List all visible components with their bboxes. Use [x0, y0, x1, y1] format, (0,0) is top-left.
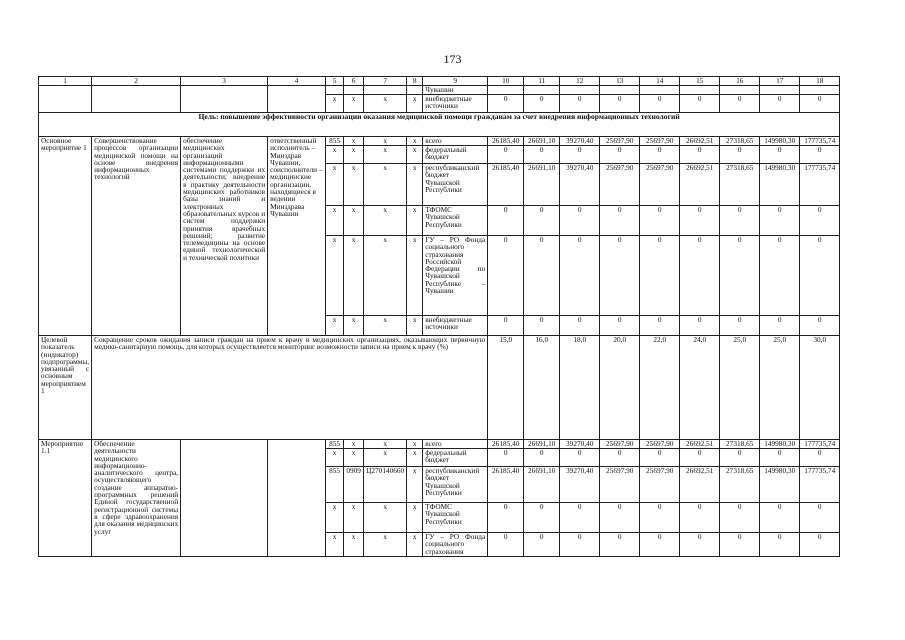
- value-cell: 0: [488, 236, 524, 316]
- code-cell: х: [364, 449, 407, 467]
- code-cell: х: [344, 164, 364, 206]
- value-cell: 0: [488, 146, 524, 164]
- value-cell: 0: [680, 206, 720, 236]
- value-cell: 0: [720, 236, 760, 316]
- value-cell: 0: [488, 206, 524, 236]
- code-cell: 855: [326, 440, 344, 449]
- value-cell: 39270,40: [560, 440, 600, 449]
- value-cell: 0: [524, 503, 560, 533]
- empty-cell: [560, 86, 600, 95]
- empty-cell: [364, 86, 407, 95]
- indicator-row: [39, 336, 840, 440]
- value-cell: 0: [524, 146, 560, 164]
- funding-source: федеральный бюджет: [423, 146, 488, 164]
- value-cell: 0: [600, 533, 640, 557]
- code-cell: х: [407, 533, 423, 557]
- value-cell: 0: [720, 316, 760, 336]
- empty-cell: [720, 86, 760, 95]
- column-number: 12: [560, 77, 600, 86]
- value-cell: 0: [640, 449, 680, 467]
- code-cell: 0909: [344, 467, 364, 503]
- value-cell: 26692,51: [680, 137, 720, 146]
- value-cell: 26185,40: [488, 467, 524, 503]
- value-cell: 25697,90: [640, 440, 680, 449]
- funding-source: всего: [423, 137, 488, 146]
- code-cell: 855: [326, 467, 344, 503]
- value-cell: 0: [800, 449, 840, 467]
- value-cell: 27318,65: [720, 164, 760, 206]
- value-cell: 0: [640, 95, 680, 113]
- event-label: Основное мероприятие 1: [39, 137, 92, 336]
- value-cell: 26691,10: [524, 164, 560, 206]
- value-cell: 0: [488, 449, 524, 467]
- value-cell: 26691,10: [524, 137, 560, 146]
- value-cell: 0: [760, 449, 800, 467]
- code-cell: x: [364, 95, 407, 113]
- column-number: 8: [407, 77, 423, 86]
- value-cell: 26692,51: [680, 467, 720, 503]
- code-cell: х: [344, 316, 364, 336]
- code-cell: х: [364, 206, 407, 236]
- code-cell: х: [326, 236, 344, 316]
- code-cell: х: [364, 316, 407, 336]
- value-cell: 27318,65: [720, 467, 760, 503]
- value-cell: 0: [720, 449, 760, 467]
- value-cell: 0: [488, 503, 524, 533]
- indicator-label: Целевой показатель (индикатор) подпрограммы, увязанный с основным мероприятием 1: [39, 336, 92, 440]
- value-cell: 27318,65: [720, 137, 760, 146]
- code-cell: х: [326, 533, 344, 557]
- value-cell: 0: [680, 316, 720, 336]
- value-cell: 25697,90: [640, 164, 680, 206]
- value-cell: 0: [800, 206, 840, 236]
- empty-cell: [181, 86, 268, 113]
- empty-cell: [344, 86, 364, 95]
- value-cell: 25697,90: [600, 440, 640, 449]
- indicator-value: 15,0: [488, 336, 524, 440]
- code-cell: х: [364, 236, 407, 316]
- goal-row: [39, 113, 840, 137]
- table-row: [39, 440, 840, 449]
- value-cell: 0: [600, 316, 640, 336]
- value-cell: 0: [720, 533, 760, 557]
- value-cell: 0: [560, 95, 600, 113]
- value-cell: 0: [800, 95, 840, 113]
- empty-cell: [640, 86, 680, 95]
- code-cell: х: [344, 137, 364, 146]
- code-cell: х: [344, 449, 364, 467]
- value-cell: 0: [560, 146, 600, 164]
- indicator-text: Сокращение сроков ожидания записи граждан на прием к врачу в медицинских организациях, оказывающих первичную медико-санитарную помощь, для которых осуществляется мониторинг возможности записи на прием к врачу (%): [92, 336, 488, 440]
- event-responsible: ответственный исполнитель – Минздрав Чувашии, соисполнители – медицинские организации, находящиеся в ведении Минздрава Чувашии: [268, 137, 326, 336]
- code-cell: х: [364, 164, 407, 206]
- value-cell: 0: [488, 316, 524, 336]
- value-cell: 26185,40: [488, 440, 524, 449]
- code-cell: х: [364, 146, 407, 164]
- empty-cell: [680, 86, 720, 95]
- value-cell: 149980,30: [760, 137, 800, 146]
- column-number: 9: [423, 77, 488, 86]
- code-cell: х: [326, 449, 344, 467]
- value-cell: 0: [680, 449, 720, 467]
- value-cell: 0: [760, 206, 800, 236]
- value-cell: 26691,10: [524, 440, 560, 449]
- code-cell: x: [326, 95, 344, 113]
- code-cell: х: [326, 164, 344, 206]
- code-cell: х: [344, 440, 364, 449]
- funding-source: республиканский бюджет Чувашской Республики: [423, 164, 488, 206]
- value-cell: 177735,74: [800, 137, 840, 146]
- value-cell: 0: [680, 95, 720, 113]
- value-cell: 0: [800, 146, 840, 164]
- page-number: 173: [443, 52, 462, 66]
- code-cell: х: [364, 503, 407, 533]
- funding-source: ТФОМС Чувашской Республики: [423, 206, 488, 236]
- funding-source: республиканский бюджет Чувашской Республики: [423, 467, 488, 503]
- value-cell: 0: [524, 533, 560, 557]
- column-number: 1: [39, 77, 92, 86]
- code-cell: х: [407, 146, 423, 164]
- column-number: 7: [364, 77, 407, 86]
- code-cell: х: [407, 206, 423, 236]
- empty-cell: [92, 86, 181, 113]
- value-cell: 0: [800, 316, 840, 336]
- funding-source: всего: [423, 440, 488, 449]
- funding-source: внебюджетные источники: [423, 316, 488, 336]
- value-cell: 0: [600, 236, 640, 316]
- code-cell: х: [407, 316, 423, 336]
- value-cell: 0: [560, 206, 600, 236]
- value-cell: 39270,40: [560, 137, 600, 146]
- value-cell: 0: [640, 236, 680, 316]
- value-cell: 0: [760, 146, 800, 164]
- empty-cell: [800, 86, 840, 95]
- empty-cell: [524, 86, 560, 95]
- value-cell: 0: [760, 236, 800, 316]
- value-cell: 0: [640, 206, 680, 236]
- indicator-value: 16,0: [524, 336, 560, 440]
- event-name: Обеспечение деятельности медицинского информационно-аналитического центра, осуществляющего создание аппаратно-программных решений Единой государственной регистрационной системы в сфере здравоохранения для оказания медицинских услуг: [92, 440, 181, 557]
- code-cell: х: [344, 206, 364, 236]
- funding-source: ГУ – РО Фонда социального страхования Российской Федерации по Чувашской Республике – Чувашии: [423, 236, 488, 316]
- empty-cell: [488, 86, 524, 95]
- value-cell: 0: [524, 236, 560, 316]
- code-cell: х: [407, 467, 423, 503]
- column-number: 15: [680, 77, 720, 86]
- value-cell: 26691,10: [524, 467, 560, 503]
- value-cell: 0: [524, 316, 560, 336]
- value-cell: 0: [600, 503, 640, 533]
- value-cell: 0: [640, 503, 680, 533]
- empty-cell: [407, 86, 423, 95]
- value-cell: 0: [600, 206, 640, 236]
- funding-source: ГУ – РО Фонда социального страхования: [423, 533, 488, 557]
- value-cell: 0: [760, 533, 800, 557]
- value-cell: 25697,90: [640, 467, 680, 503]
- column-number: 14: [640, 77, 680, 86]
- code-cell: х: [344, 503, 364, 533]
- empty-cell: [600, 86, 640, 95]
- funding-source: Чувашии: [423, 86, 488, 95]
- indicator-value: 25,0: [720, 336, 760, 440]
- value-cell: 0: [560, 533, 600, 557]
- code-cell: х: [364, 440, 407, 449]
- table-row: [39, 137, 840, 146]
- value-cell: 0: [524, 449, 560, 467]
- value-cell: 0: [680, 503, 720, 533]
- code-cell: х: [344, 533, 364, 557]
- code-cell: х: [344, 236, 364, 316]
- value-cell: 177735,74: [800, 440, 840, 449]
- column-number: 3: [181, 77, 268, 86]
- value-cell: 0: [560, 449, 600, 467]
- empty-cell: [326, 86, 344, 95]
- value-cell: 0: [488, 95, 524, 113]
- code-cell: 855: [326, 137, 344, 146]
- goal-heading: Цель: повышение эффективности организации оказания медицинской помощи гражданам за счет внедрения информационных технологий: [39, 113, 840, 137]
- value-cell: 0: [720, 95, 760, 113]
- value-cell: 26185,40: [488, 164, 524, 206]
- column-number: 4: [268, 77, 326, 86]
- column-number: 5: [326, 77, 344, 86]
- code-cell: х: [407, 449, 423, 467]
- value-cell: 0: [640, 316, 680, 336]
- code-cell: х: [326, 146, 344, 164]
- value-cell: 0: [720, 503, 760, 533]
- event-label: Мероприятие 1.1: [39, 440, 92, 557]
- value-cell: 27318,65: [720, 440, 760, 449]
- value-cell: 0: [640, 533, 680, 557]
- empty-cell: [268, 86, 326, 113]
- value-cell: 26692,51: [680, 164, 720, 206]
- value-cell: 177735,74: [800, 467, 840, 503]
- value-cell: 149980,30: [760, 440, 800, 449]
- value-cell: 149980,30: [760, 164, 800, 206]
- value-cell: 0: [720, 146, 760, 164]
- empty-cell: [268, 440, 326, 557]
- value-cell: 25697,90: [600, 137, 640, 146]
- value-cell: 0: [680, 236, 720, 316]
- code-cell: х: [407, 137, 423, 146]
- column-number: 17: [760, 77, 800, 86]
- value-cell: 0: [560, 316, 600, 336]
- column-number: 18: [800, 77, 840, 86]
- value-cell: 0: [800, 503, 840, 533]
- event-tasks: обеспечение медицинских организаций информационными системами поддержки их деятельности; внедрение в практику деятельности медицинских работников базы знаний и электронных образовательных курсов и систем поддержки принятия врачебных решений; развитие телемедицины на основе единой технологической и технической политики: [181, 137, 268, 336]
- code-cell: х: [407, 164, 423, 206]
- code-cell: х: [407, 236, 423, 316]
- code-cell: х: [364, 533, 407, 557]
- continuation-row: [39, 86, 840, 95]
- code-cell: х: [326, 503, 344, 533]
- value-cell: 0: [800, 533, 840, 557]
- column-number: 10: [488, 77, 524, 86]
- value-cell: 25697,90: [640, 137, 680, 146]
- column-number: 13: [600, 77, 640, 86]
- value-cell: 0: [600, 146, 640, 164]
- column-number: 11: [524, 77, 560, 86]
- value-cell: 0: [680, 533, 720, 557]
- code-cell: x: [344, 95, 364, 113]
- funding-source: внебюджетные источники: [423, 95, 488, 113]
- value-cell: 0: [488, 533, 524, 557]
- value-cell: 0: [640, 146, 680, 164]
- indicator-value: 24,0: [680, 336, 720, 440]
- code-cell: х: [326, 206, 344, 236]
- indicator-value: 18,0: [560, 336, 600, 440]
- code-cell: х: [364, 137, 407, 146]
- indicator-value: 22,0: [640, 336, 680, 440]
- code-cell: х: [407, 440, 423, 449]
- value-cell: 25697,90: [600, 467, 640, 503]
- empty-cell: [39, 86, 92, 113]
- value-cell: 0: [524, 95, 560, 113]
- value-cell: 177735,74: [800, 164, 840, 206]
- code-cell: Ц270140660: [364, 467, 407, 503]
- code-cell: x: [407, 95, 423, 113]
- value-cell: 0: [600, 449, 640, 467]
- value-cell: 0: [720, 206, 760, 236]
- event-name: Совершенствование процессов организации медицинской помощи на основе внедрения информационных технологий: [92, 137, 181, 336]
- header-row: [39, 77, 840, 86]
- value-cell: 0: [560, 236, 600, 316]
- value-cell: 0: [524, 206, 560, 236]
- funding-source: ТФОМС Чувашской Республики: [423, 503, 488, 533]
- value-cell: 0: [760, 316, 800, 336]
- indicator-value: 20,0: [600, 336, 640, 440]
- value-cell: 39270,40: [560, 164, 600, 206]
- value-cell: 0: [600, 95, 640, 113]
- value-cell: 0: [800, 236, 840, 316]
- code-cell: х: [326, 316, 344, 336]
- value-cell: 0: [760, 503, 800, 533]
- column-number: 6: [344, 77, 364, 86]
- code-cell: х: [407, 503, 423, 533]
- funding-source: федеральный бюджет: [423, 449, 488, 467]
- indicator-value: 25,0: [760, 336, 800, 440]
- column-number: 2: [92, 77, 181, 86]
- empty-cell: [181, 440, 268, 557]
- value-cell: 0: [560, 503, 600, 533]
- value-cell: 0: [680, 146, 720, 164]
- value-cell: 39270,40: [560, 467, 600, 503]
- column-number: 16: [720, 77, 760, 86]
- value-cell: 0: [760, 95, 800, 113]
- program-table: [38, 76, 840, 557]
- value-cell: 25697,90: [600, 164, 640, 206]
- code-cell: х: [344, 146, 364, 164]
- value-cell: 26185,40: [488, 137, 524, 146]
- indicator-value: 30,0: [800, 336, 840, 440]
- value-cell: 26692,51: [680, 440, 720, 449]
- value-cell: 149980,30: [760, 467, 800, 503]
- empty-cell: [760, 86, 800, 95]
